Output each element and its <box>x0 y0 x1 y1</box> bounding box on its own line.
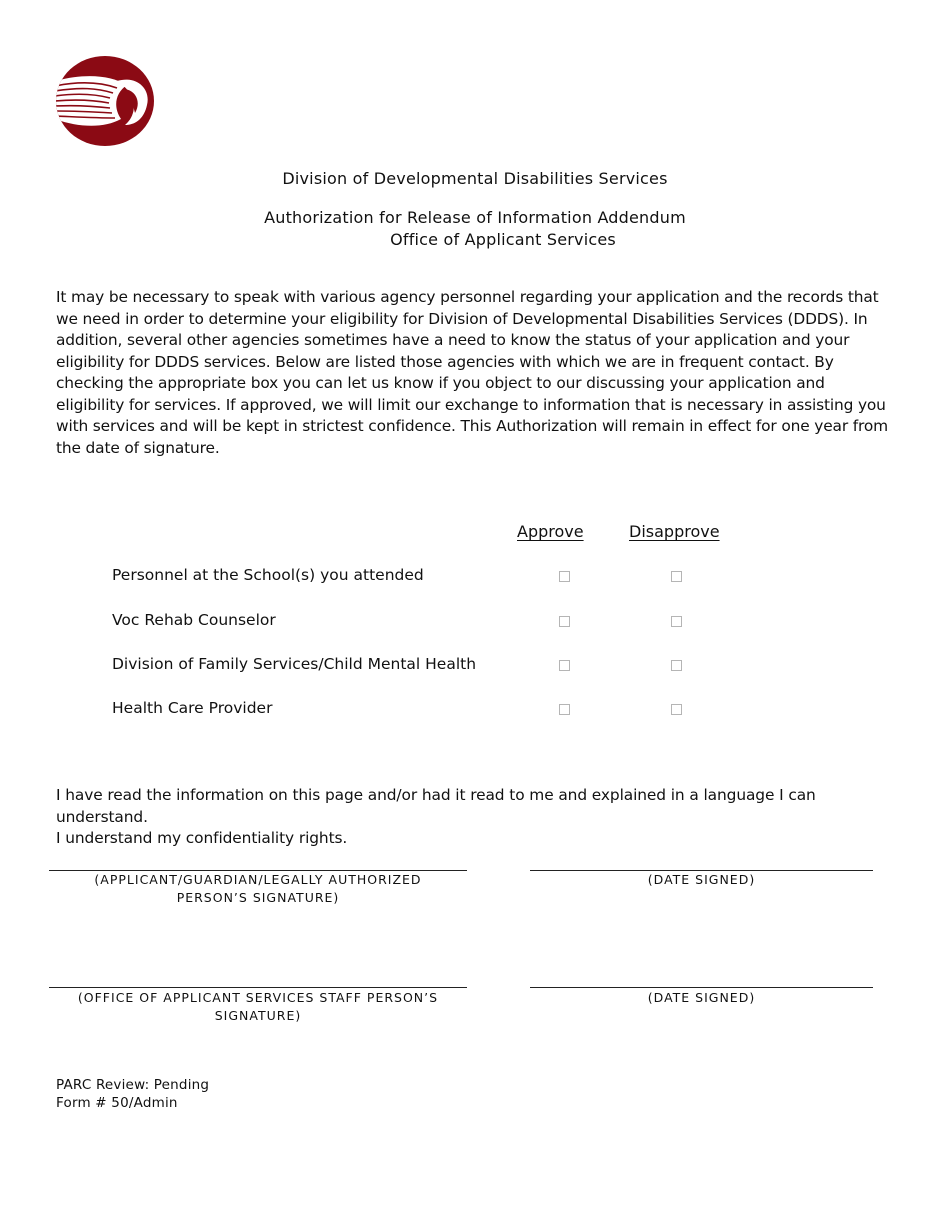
staff-signature-line[interactable] <box>49 987 467 988</box>
agency-label: Voc Rehab Counselor <box>112 611 276 629</box>
document-subtitle: Office of Applicant Services <box>390 230 616 249</box>
intro-paragraph: It may be necessary to speak with various agency personnel regarding your application and the records that we need in order to determine your eligibility for Division of Developmental Disabilities Services (DDDS). In addition, several other agencies sometimes have a need to know the status of your application and your eligibility for DDDS services. Below are listed those agencies with which we are in frequent contact. By checking the appropriate box you can let us know if you object to our discussing your application and eligibility for services. If approved, we will limit our exchange to information that is necessary in assisting you with services and will be kept in strictest confidence. This Authorization will remain in effect for one year from the date of signature. <box>56 288 888 457</box>
organization-title: Division of Developmental Disabilities Services <box>282 169 668 188</box>
acknowledgement-text <box>56 785 906 850</box>
acknowledgement-line-2: I understand my confidentiality rights. <box>56 829 348 847</box>
disapprove-checkbox-school[interactable] <box>671 571 682 582</box>
agency-row-health-care <box>0 699 950 723</box>
approve-checkbox-school[interactable] <box>559 571 570 582</box>
agency-label: Division of Family Services/Child Mental Health <box>112 655 477 673</box>
form-number: Form # 50/Admin <box>56 1095 178 1111</box>
acknowledgement-line-1: I have read the information on this page and/or had it read to me and explained in a language I can understand. <box>56 786 816 826</box>
disapprove-column-header: Disapprove <box>629 522 720 541</box>
agency-row-family-services <box>0 655 950 679</box>
disapprove-checkbox-family-services[interactable] <box>671 660 682 671</box>
disapprove-checkbox-voc-rehab[interactable] <box>671 616 682 627</box>
caption-line: (APPLICANT/GUARDIAN/LEGALLY AUTHORIZED <box>94 872 422 887</box>
agency-label: Health Care Provider <box>112 699 273 717</box>
disapprove-checkbox-health-care[interactable] <box>671 704 682 715</box>
agency-row-voc-rehab <box>0 611 950 635</box>
caption-line: SIGNATURE) <box>214 1007 302 1023</box>
staff-signature-caption <box>49 989 467 1024</box>
date-signed-line-2[interactable] <box>530 987 873 988</box>
date-signed-caption-1: (DATE SIGNED) <box>647 872 756 887</box>
document-title: Authorization for Release of Information Addendum <box>264 208 686 227</box>
date-signed-caption-2: (DATE SIGNED) <box>647 990 756 1005</box>
approve-checkbox-health-care[interactable] <box>559 704 570 715</box>
agency-label: Personnel at the School(s) you attended <box>112 566 424 584</box>
approve-checkbox-voc-rehab[interactable] <box>559 616 570 627</box>
caption-line: PERSON’S SIGNATURE) <box>176 889 340 905</box>
parc-review-status: PARC Review: Pending <box>56 1077 210 1093</box>
applicant-signature-caption <box>49 871 467 906</box>
caption-line: (OFFICE OF APPLICANT SERVICES STAFF PERSON’S <box>77 990 439 1005</box>
agency-row-school <box>0 566 950 590</box>
approve-column-header: Approve <box>517 522 584 541</box>
approve-checkbox-family-services[interactable] <box>559 660 570 671</box>
ddds-logo-icon <box>55 55 155 147</box>
